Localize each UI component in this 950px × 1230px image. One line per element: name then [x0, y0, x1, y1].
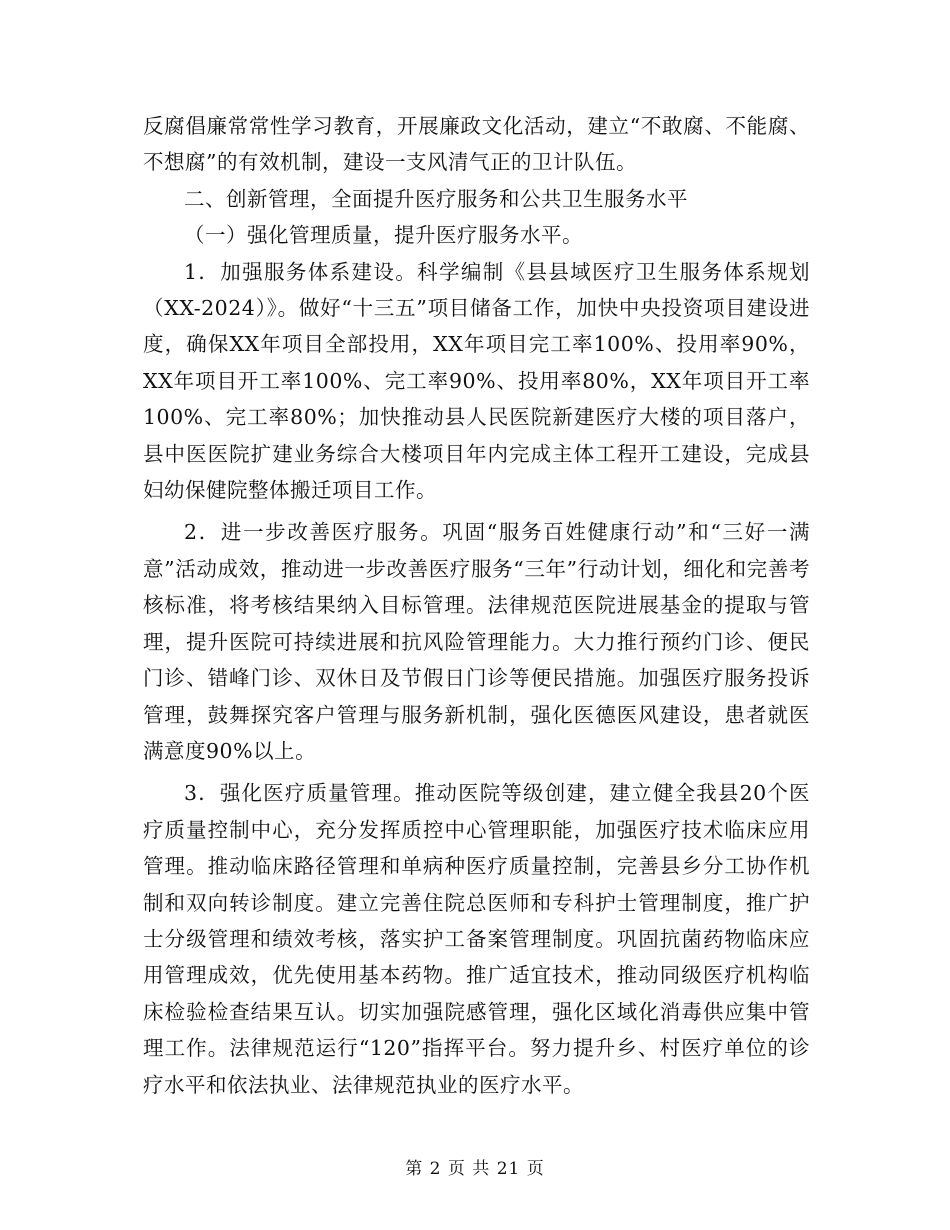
section-heading-2: 二、创新管理，全面提升医疗服务和公共卫生服务水平 [184, 186, 688, 211]
document-body [143, 108, 810, 1103]
paragraph-1: 反腐倡廉常常性学习教育，开展廉政文化活动，建立“不敢腐、不能腐、不想腐”的有效机制，建设一支风清气正的卫计队伍。 [143, 114, 810, 175]
paragraph-item-1: 1．加强服务体系建设。科学编制《县县域医疗卫生服务体系规划（XX-2024）》。做好“十三五”项目储备工作，加快中央投资项目建设进度，确保XX年项目全部投用，XX年项目完工率100%、投用率90%，XX年项目开工率100%、完工率90%、投用率80%，XX年项目开工率100%、完工率80%；加快推动县人民医院新建医疗大楼的项目落户，县中医医院扩建业务综合大楼项目年内完成主体工程开工建设，完成县妇幼保健院整体搬迁项目工作。 [143, 259, 810, 503]
page-number-footer: 第 2 页 共 21 页 [405, 1159, 545, 1179]
paragraph-item-3: 3．强化医疗质量管理。推动医院等级创建，建立健全我县20个医疗质量控制中心，充分发挥质控中心管理职能，加强医疗技术临床应用管理。推动临床路径管理和单病种医疗质量控制，完善县乡分工协作机制和双向转诊制度。建立完善住院总医师和专科护士管理制度，推广护士分级管理和绩效考核，落实护工备案管理制度。巩固抗菌药物临床应用管理成效，优先使用基本药物。推广适宜技术，推动同级医疗机构临床检验检查结果互认。切实加强院感管理，强化区域化消毒供应集中管理工作。法律规范运行“120”指挥平台。努力提升乡、村医疗单位的诊疗水平和依法执业、法律规范执业的医疗水平。 [143, 781, 810, 1097]
subsection-heading-1: （一）强化管理质量，提升医疗服务水平。 [184, 223, 583, 248]
paragraph-item-2: 2．进一步改善医疗服务。巩固“服务百姓健康行动”和“三好一满意”活动成效，推动进一步改善医疗服务“三年”行动计划，细化和完善考核标准，将考核结果纳入目标管理。法律规范医院进展基金的提取与管理，提升医院可持续进展和抗风险管理能力。大力推行预约门诊、便民门诊、错峰门诊、双休日及节假日门诊等便民措施。加强医疗服务投诉管理，鼓舞探究客户管理与服务新机制，强化医德医风建设，患者就医满意度90%以上。 [143, 520, 810, 763]
